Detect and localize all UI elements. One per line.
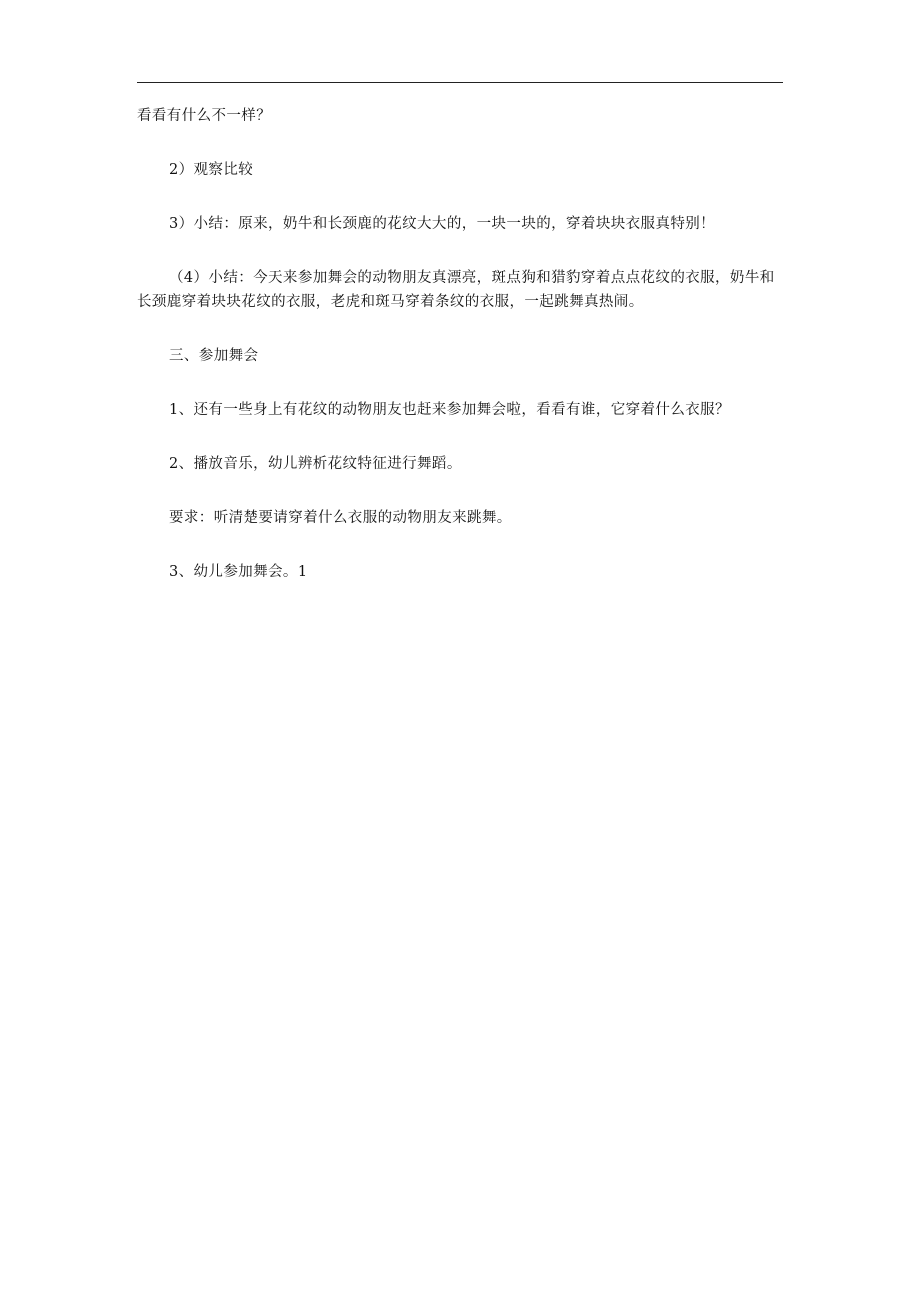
paragraph-3: 3）小结：原来，奶牛和长颈鹿的花纹大大的，一块一块的，穿着块块衣服真特别！ — [169, 216, 716, 232]
paragraph-6: 1、还有一些身上有花纹的动物朋友也赶来参加舞会啦，看看有谁，它穿着什么衣服？ — [169, 402, 730, 418]
paragraph-8: 要求：听清楚要请穿着什么衣服的动物朋友来跳舞。 — [169, 510, 512, 526]
section-heading: 三、参加舞会 — [169, 348, 259, 364]
paragraph-9: 3、幼儿参加舞会。1 — [169, 564, 308, 580]
paragraph-7: 2、播放音乐，幼儿辨析花纹特征进行舞蹈。 — [169, 456, 462, 472]
paragraph-1: 看看有什么不一样？ — [137, 108, 272, 124]
document-body — [137, 104, 783, 584]
paragraph-2: 2）观察比较 — [169, 162, 254, 178]
header-rule — [137, 82, 783, 83]
paragraph-4: （4）小结：今天来参加舞会的动物朋友真漂亮，斑点狗和猎豹穿着点点花纹的衣服，奶牛和长颈鹿穿着块块花纹的衣服，老虎和斑马穿着条纹的衣服，一起跳舞真热闹。 — [137, 270, 775, 310]
